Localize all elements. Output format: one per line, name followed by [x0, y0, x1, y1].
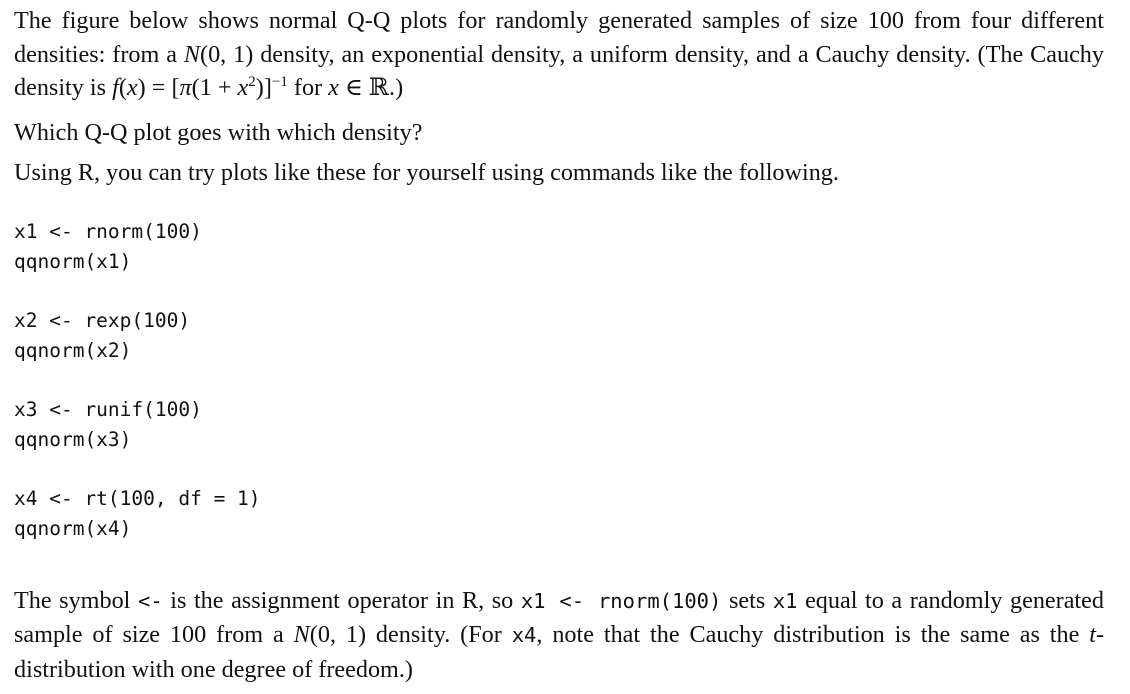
math-inverse-exponent: −1 [271, 73, 288, 90]
question-paragraph: Which Q-Q plot goes with which density? [14, 118, 423, 146]
intro-text-4: .) [389, 74, 404, 101]
math-x-squared-base: x [237, 74, 249, 101]
normal-params: (0, 1) [309, 621, 367, 648]
r-usage-paragraph: Using R, you can try plots like these for yourself using commands like the following. [14, 159, 839, 186]
explanation-paragraph [14, 584, 1104, 687]
inline-code-x4: x4 [511, 623, 537, 647]
code-line-qqnorm: qqnorm(x3) [14, 427, 132, 451]
normal-params: (0, 1) [200, 40, 254, 68]
intro-text-3: for [287, 74, 329, 101]
math-square-exponent: 2 [248, 73, 256, 90]
normal-symbol: N [293, 621, 310, 648]
math-paren-open: ( [118, 74, 127, 101]
math-x: x [126, 74, 138, 101]
math-close-bracket: )] [255, 74, 272, 101]
code-line-assign: x1 <- rnorm(100) [14, 219, 202, 243]
code-line-assign: x3 <- runif(100) [14, 397, 202, 421]
inline-code-arrow: <- [137, 588, 163, 613]
inline-code-rnorm: x1 <- rnorm(100) [520, 588, 722, 613]
explanation-text-3: sets [721, 586, 773, 614]
explanation-text-6: , note that the Cauchy distribution is the same as the [536, 621, 1090, 648]
code-line-assign: x4 <- rt(100, df = 1) [14, 486, 261, 510]
explanation-text-7: -distribution with one degree of freedom.) [14, 621, 1104, 683]
explanation-text-2: is the assignment operator in R, so [162, 586, 521, 614]
code-block-normal [14, 217, 1104, 277]
code-block-cauchy [14, 484, 1104, 544]
math-f: f [112, 74, 119, 101]
normal-symbol: N [183, 40, 201, 68]
document-page [14, 4, 1104, 686]
math-equals-bracket: ) = [ [137, 74, 180, 101]
explanation-text-5: density. (For [366, 621, 512, 648]
explanation-text-4: equal to a randomly generated sample of size 100 from a [14, 586, 1104, 648]
inline-code-x1: x1 [772, 588, 798, 613]
intro-text-2: density, an exponential density, a uniform density, and a Cauchy density. (The Cauchy density is [14, 40, 1104, 101]
math-in-reals: ∈ ℝ [338, 74, 390, 101]
code-line-qqnorm: qqnorm(x2) [14, 338, 132, 362]
intro-text-1: The figure below shows normal Q-Q plots for randomly generated samples of size 100 from four different densities: from a [14, 7, 1104, 68]
math-pi: π [179, 74, 192, 101]
code-line-assign: x2 <- rexp(100) [14, 308, 191, 332]
math-t: t [1089, 621, 1096, 648]
math-one-plus: (1 + [191, 74, 238, 101]
code-block-exponential [14, 306, 1104, 366]
code-line-qqnorm: qqnorm(x1) [14, 249, 132, 273]
explanation-text-1: The symbol [14, 586, 138, 614]
code-block-uniform [14, 395, 1104, 455]
math-x-domain: x [328, 74, 339, 101]
intro-paragraph [14, 4, 1104, 105]
code-line-qqnorm: qqnorm(x4) [14, 516, 132, 540]
